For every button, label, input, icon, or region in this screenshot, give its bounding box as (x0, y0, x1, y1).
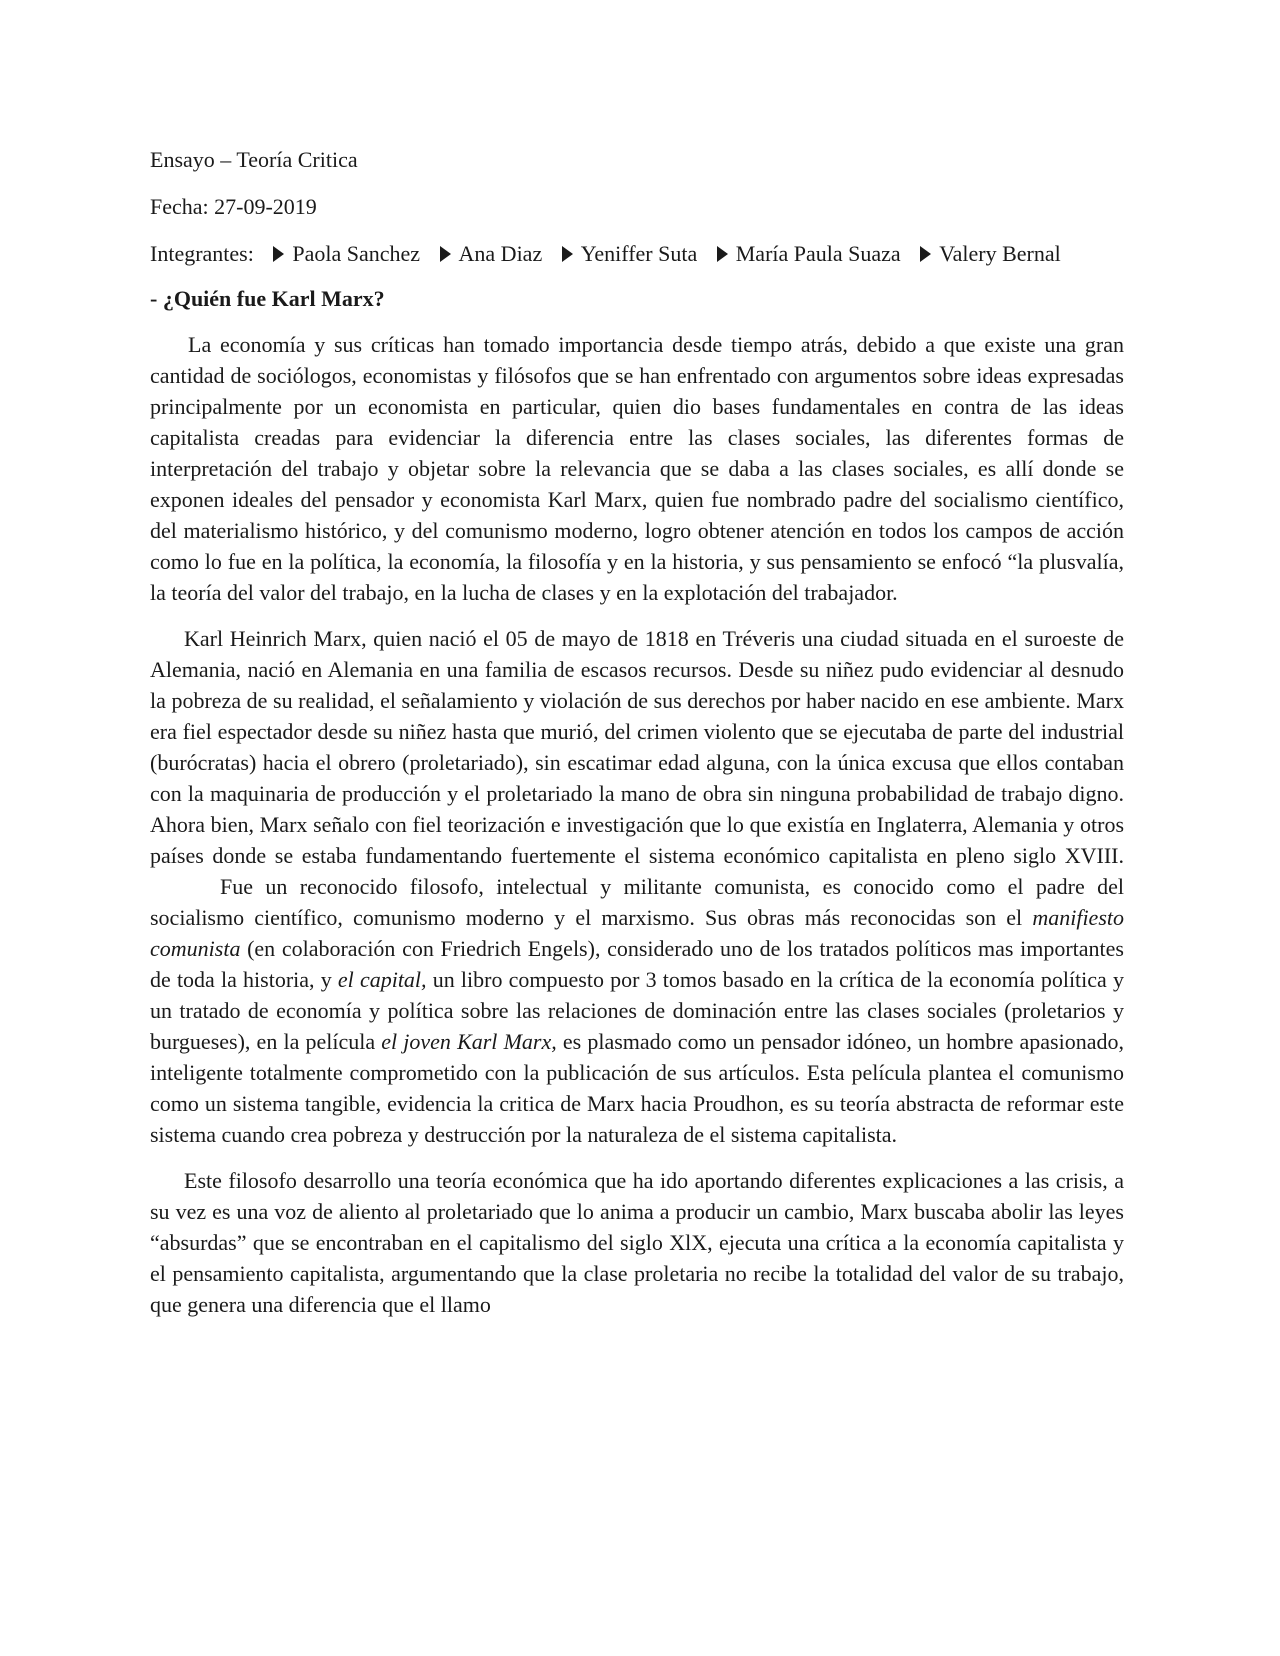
biography-text-cont: Fue un reconocido filosofo, intelectual y militante comunista, es conocido como el padre del socialismo científico, comunismo moderno y el marxismo. Sus obras más reconocidas son el (150, 874, 1124, 930)
biography-text-cont: es plasmado como un pensador idóneo, un hombre apasionado, inteligente totalmente comprometido con la publicación de sus artículos. Esta película plantea el comunismo como un sistema tangible, evidencia la critica de Marx hacia Proudhon, es su teoría abstracta de reformar este sistema cuando crea pobreza y destrucción por la naturaleza de el sistema capitalista. (150, 1029, 1124, 1147)
date-line: Fecha: 27-09-2019 (150, 194, 317, 219)
section-heading: - ¿Quién fue Karl Marx? (150, 286, 385, 311)
arrow-bullet-icon (440, 246, 451, 262)
member-name: Valery Bernal (939, 241, 1061, 266)
members-label: Integrantes: (150, 241, 254, 266)
paragraph-theory: Este filosofo desarrollo una teoría económica que ha ido aportando diferentes explicaciones a las crisis, a su vez es una voz de aliento al proletariado que lo anima a producir un cambio, Marx buscaba abolir las leyes “absurdas” que se encontraban en el capitalismo del siglo XlX, ejecuta una crítica a la economía capitalista y el pensamiento capitalista, argumentando que la clase proletaria no recibe la totalidad del valor de su trabajo, que genera una diferencia que el llamo (150, 1168, 1124, 1317)
arrow-bullet-icon (920, 246, 931, 262)
paragraph-biography (150, 623, 1124, 1150)
biography-text-cont: (en colaboración con Friedrich Engels), considerado uno de los tratados políticos mas importantes de toda la historia, y (150, 936, 1124, 992)
arrow-bullet-icon (273, 246, 284, 262)
document-page (150, 144, 1124, 1335)
work-title-capital: el capital, (337, 967, 427, 992)
member-name: Paola Sanchez (292, 241, 421, 266)
member-name: Ana Diaz (458, 241, 543, 266)
members-line (150, 238, 1124, 269)
biography-text: Karl Heinrich Marx, quien nació el 05 de mayo de 1818 en Tréveris una ciudad situada en el suroeste de Alemania, nació en Alemania en una familia de escasos recursos. Desde su niñez pudo evidenciar al desnudo la pobreza de su realidad, el señalamiento y violación de sus derechos por haber nacido en ese ambiente. Marx era fiel espectador desde su niñez hasta que murió, del crimen violento que se ejecutaba de parte del industrial (burócratas) hacia el obrero (proletariado), sin escatimar edad alguna, con la única excusa que ellos contaban con la maquinaria de producción y el proletariado la mano de obra sin ninguna probabilidad de trabajo digno. Ahora bien, Marx señalo con fiel teorización e investigación que lo que existía en Inglaterra, Alemania y otros países donde se estaba fundamentando fuertemente el sistema económico capitalista en pleno siglo XVIII. (150, 626, 1124, 868)
member-name: María Paula Suaza (735, 241, 901, 266)
member-item (426, 241, 543, 266)
arrow-bullet-icon (717, 246, 728, 262)
member-item (548, 241, 698, 266)
member-name: Yeniffer Suta (580, 241, 698, 266)
arrow-bullet-icon (562, 246, 573, 262)
member-item (259, 241, 420, 266)
biography-text-cont: un libro compuesto por 3 tomos basado en la crítica de la economía política y un tratado de economía y política sobre las relaciones de dominación entre las clases sociales (proletarios y burgueses), en la película (150, 967, 1124, 1054)
paragraph-intro: La economía y sus críticas han tomado importancia desde tiempo atrás, debido a que existe una gran cantidad de sociólogos, economistas y filósofos que se han enfrentado con argumentos sobre ideas expresadas principalmente por un economista en particular, quien dio bases fundamentales en contra de las ideas capitalista creadas para evidenciar la diferencia entre las clases sociales, las diferentes formas de interpretación del trabajo y objetar sobre la relevancia que se daba a las clases sociales, es allí donde se exponen ideales del pensador y economista Karl Marx, quien fue nombrado padre del socialismo científico, del materialismo histórico, y del comunismo moderno, logro obtener atención en todos los campos de acción como lo fue en la política, la economía, la filosofía y en la historia, y sus pensamiento se enfocó “la plusvalía, la teoría del valor del trabajo, en la lucha de clases y en la explotación del trabajador. (150, 332, 1124, 605)
member-item (703, 241, 901, 266)
document-title: Ensayo – Teoría Critica (150, 147, 358, 172)
work-title-manifiesto: manifiesto comunista (150, 905, 1124, 961)
film-title: el joven Karl Marx, (381, 1029, 557, 1054)
